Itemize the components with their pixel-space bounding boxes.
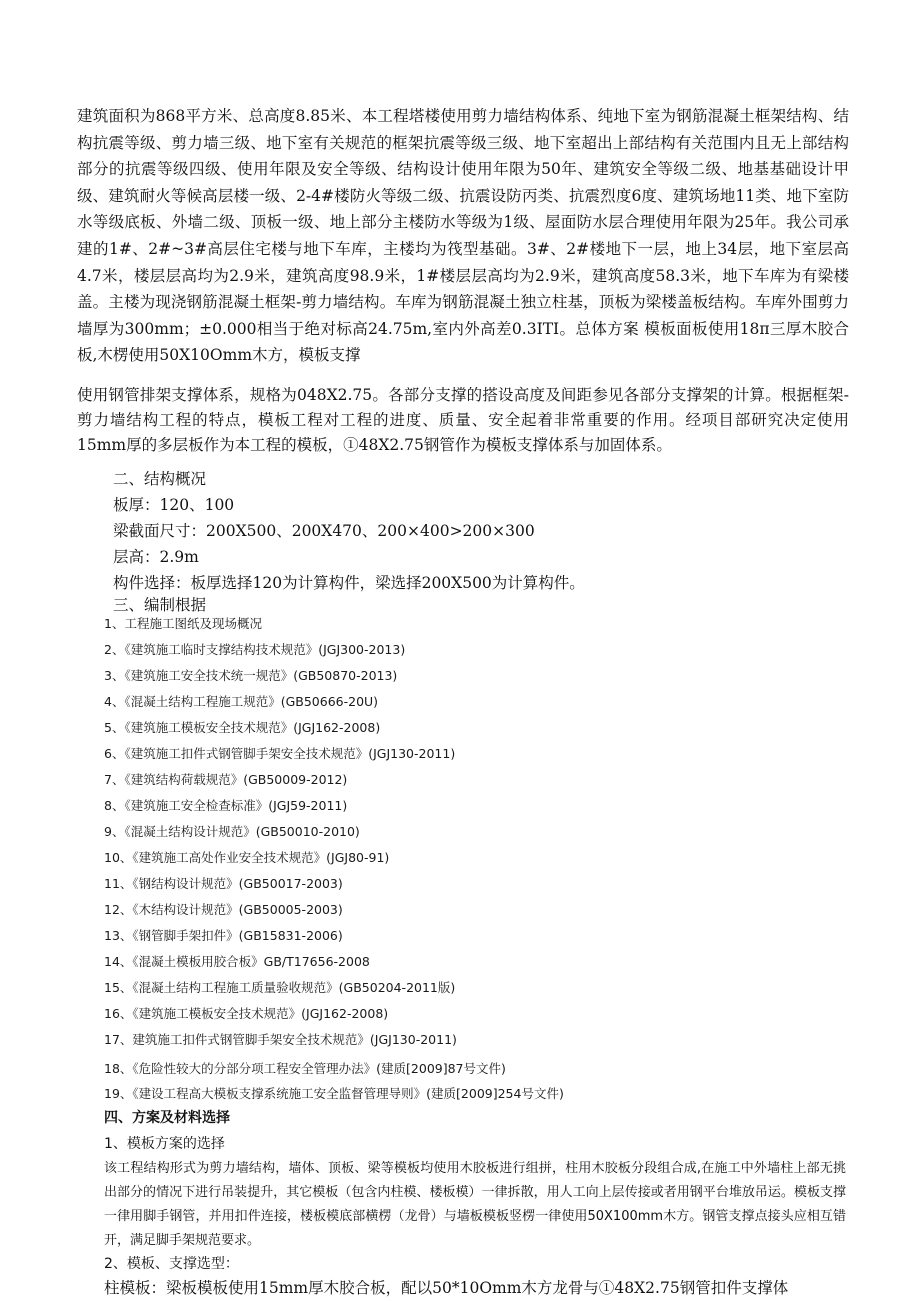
basis-item: 7、《建筑结构荷载规范》(GB50009-2012) (104, 772, 348, 787)
basis-item: 6、《建筑施工扣件式钢管脚手架安全技术规范》(JGJ130-2011) (104, 746, 456, 761)
overview-paragraph-1: 建筑面积为868平方米、总高度8.85米、本工程塔楼使用剪力墙结构体系、纯地下室为钢筋混凝土框架结构、结构抗震等级、剪力墙三级、地下室有关规范的框架抗震等级三级、地下室超出上部结构有关范围内且无上部结构部分的抗震等级四级、使用年限及安全等级、结构设计使用年限为50年、建筑安全等级二级、地基基础设计甲级、建筑耐火等候高层楼一级、2-4#楼防火等级二级、抗震设防丙类、抗震烈度6度、建筑场地11类、地下室防水等级底板、外墙二级、顶板一级、地上部分主楼防水等级为1级、屋面防水层合理使用年限为25年。我公司承建的1#、2#~3#高层住宅楼与地下车库，主楼均为筏型基础。3#、2#楼地下一层，地上34层，地下室层高4.7米，楼层层高均为2.9米，建筑高度98.9米，1#楼层层高均为2.9米，建筑高度58.3米，地下车库为有梁楼盖。主楼为现浇钢筋混凝土框架-剪力墙结构。车库为钢筋混凝土独立柱基，顶板为梁楼盖板结构。车库外围剪力墙厚为300mm；±0.000相当于绝对标高24.75m,室内外高差0.3ITI。总体方案 模板面板使用18π三厚木胶合板,木楞使用50X10Omm木方，模板支撑 (77, 107, 849, 365)
basis-item: 18、《危险性较大的分部分项工程安全管理办法》(建质[2009]87号文件) (104, 1061, 506, 1076)
plan-heading: 四、方案及材料选择 (104, 1110, 230, 1126)
structure-member-selection: 构件选择：板厚选择120为计算构件，梁选择200X500为计算构件。 (113, 574, 585, 592)
basis-item: 15、《混凝土结构工程施工质量验收规范》(GB50204-2011版) (104, 980, 456, 995)
structure-floor-height: 层高：2.9m (113, 548, 199, 566)
plan-last-line: 柱模板：梁板模板使用15mm厚木胶合板，配以50*10Omm木方龙骨与①48X2.75钢管扣件支撑体 (104, 1279, 789, 1297)
basis-item: 16、《建筑施工模板安全技术规范》(JGJ162-2008) (104, 1006, 389, 1021)
basis-item: 3、《建筑施工安全技术统一规范》(GB50870-2013) (104, 668, 398, 683)
plan-subheading-2: 2、模板、支撑选型： (104, 1256, 239, 1272)
basis-item: 13、《钢管脚手架扣件》(GB15831-2006) (104, 928, 343, 943)
basis-item: 8、《建筑施工安全检查标准》(JGJ59-2011) (104, 798, 348, 813)
basis-item: 14、《混凝土模板用胶合板》GB/T17656-2008 (104, 954, 370, 969)
structure-beam-section: 梁截面尺寸：200X500、200X470、200×400>200×300 (113, 522, 535, 540)
overview-paragraph-2: 使用钢管排架支撑体系，规格为048X2.75。各部分支撑的搭设高度及间距参见各部分支撑架的计算。根据框架-剪力墙结构工程的特点，模板工程对工程的进度、质量、安全起着非常重要的作用。经项目部研究决定使用15mm厚的多层板作为本工程的模板，①48X2.75钢管作为模板支撑体系与加固体系。 (77, 386, 849, 454)
basis-item: 2、《建筑施工临时支撑结构技术规范》(JGJ300-2013) (104, 642, 406, 657)
basis-item: 17、建筑施工扣件式钢管脚手架安全技术规范》(JGJ130-2011) (104, 1032, 457, 1047)
basis-item: 12、《木结构设计规范》(GB50005-2003) (104, 902, 343, 917)
basis-heading: 三、编制根据 (113, 596, 207, 614)
basis-item: 5、《建筑施工模板安全技术规范》(JGJ162-2008) (104, 720, 381, 735)
basis-item: 1、工程施工图纸及现场概况 (104, 616, 262, 631)
plan-subheading-1: 1、模板方案的选择 (104, 1136, 225, 1152)
basis-item: 4、《混凝土结构工程施工规范》(GB50666-20U) (104, 694, 379, 709)
basis-item: 11、《钢结构设计规范》(GB50017-2003) (104, 876, 343, 891)
basis-item: 10、《建筑施工高处作业安全技术规范》(JGJ80-91) (104, 850, 390, 865)
basis-item: 9、《混凝土结构设计规范》(GB50010-2010) (104, 824, 360, 839)
plan-paragraph: 该工程结构形式为剪力墙结构，墙体、顶板、梁等模板均使用木胶板进行组拼，柱用木胶板分段组合成,在施工中外墙柱上部无挑出部分的情况下进行吊装提升，其它模板（包含内柱模、楼板模）一律拆散，用人工向上层传接或者用钢平台堆放吊运。模板支撑一律用脚手钢管，并用扣件连接，楼板模底部横楞（龙骨）与墙板模板竖楞一律使用50X100mm木方。钢管支撑点接头应相互错开，满足脚手架规范要求。 (104, 1161, 846, 1248)
basis-item: 19、《建设工程高大模板支撑系统施工安全监督管理导则》(建质[2009]254号文件) (104, 1086, 564, 1101)
structure-slab-thickness: 板厚：120、100 (113, 496, 235, 514)
structure-heading: 二、结构概况 (113, 470, 207, 488)
